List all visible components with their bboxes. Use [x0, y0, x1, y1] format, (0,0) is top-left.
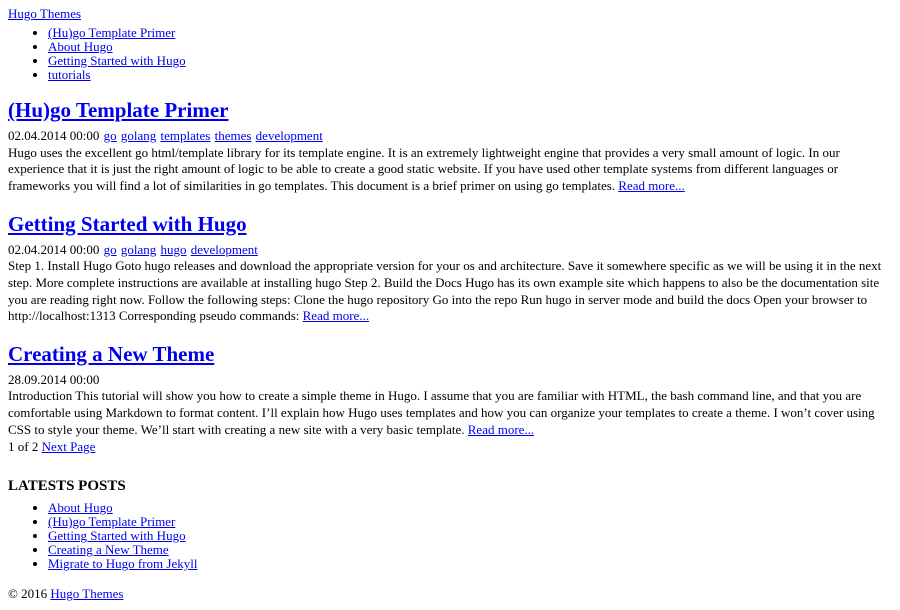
post-tag-templates[interactable]: templates — [160, 128, 211, 144]
read-more-link[interactable]: Read more... — [618, 177, 685, 193]
list-item — [48, 543, 892, 556]
nav-item — [48, 68, 892, 81]
nav-link-about-hugo[interactable]: About Hugo — [48, 39, 113, 54]
nav-link-tutorials[interactable]: tutorials — [48, 67, 91, 82]
post-tag-golang[interactable]: golang — [120, 128, 157, 144]
post-tag-hugo[interactable]: hugo — [160, 241, 187, 257]
list-item — [48, 515, 892, 528]
post-summary — [8, 388, 892, 438]
read-more-link[interactable]: Read more... — [302, 308, 370, 324]
latest-link-creating-a-new-theme[interactable]: Creating a New Theme — [48, 542, 169, 558]
pagination-status: 1 of 2 — [8, 439, 39, 455]
main-navigation — [8, 26, 892, 81]
post-summary — [8, 145, 892, 195]
post-item — [8, 99, 892, 195]
latest-link-about-hugo[interactable]: About Hugo — [48, 500, 113, 516]
post-title-link[interactable]: Getting Started with Hugo — [8, 211, 247, 236]
pagination — [8, 439, 892, 456]
read-more-link[interactable]: Read more... — [467, 421, 535, 437]
post-title — [8, 343, 892, 366]
post-date: 28.09.2014 00:00 — [8, 371, 100, 387]
list-item — [48, 501, 892, 514]
post-title-link[interactable]: (Hu)go Template Primer — [8, 98, 229, 122]
post-item — [8, 213, 892, 325]
post-date: 02.04.2014 00:00 — [8, 241, 100, 257]
post-tag-themes[interactable]: themes — [214, 128, 252, 144]
post-meta — [8, 128, 892, 144]
latest-link-getting-started-with-hugo[interactable]: Getting Started with Hugo — [48, 528, 186, 544]
latest-posts-heading: LATESTS POSTS — [8, 478, 126, 495]
list-item — [48, 557, 892, 570]
post-meta — [8, 242, 892, 258]
nav-link-getting-started-with-hugo[interactable]: Getting Started with Hugo — [48, 53, 186, 68]
latest-link-migrate-to-hugo-from-jekyll[interactable]: Migrate to Hugo from Jekyll — [48, 556, 198, 572]
post-title — [8, 99, 892, 122]
footer-link[interactable]: Hugo Themes — [50, 586, 124, 602]
post-summary-text: Introduction This tutorial will show you how to create a simple theme in Hugo. I assume that you are familiar with HTML, the bash command line, and that you are comfortable using Markdown to format content. I’ll explain how Hugo uses templates and how you can organize your templates to create a theme. I won’t cover using CSS to style your theme. We’ll start with creating a new site with a very basic template. — [8, 388, 875, 437]
post-summary-text: Step 1. Install Hugo Goto hugo releases and download the appropriate version for your os and architecture. Save it somewhere specific as we will be using it in the next step. More complete instructions are available at installing hugo Step 2. Build the Docs Hugo has its own example site which happens to also be the documentation site you are reading right now. Follow the following steps: Clone the hugo repository Go into the repo Run hugo in server mode and build the docs Open your browser to http://localhost:1313 Corresponding pseudo commands: — [8, 258, 882, 324]
post-summary-text: Hugo uses the excellent go html/template library for its template engine. It is an extremely lightweight engine that provides a very small amount of logic. In our experience that it is just the right amount of logic to be able to create a good static website. If you have used other template systems from different languages or frameworks you will find a lot of similarities in go templates. This document is a brief primer on using go templates. — [8, 144, 840, 193]
site-title — [8, 6, 892, 22]
latest-link-hugo-template-primer[interactable]: (Hu)go Template Primer — [48, 514, 176, 530]
list-item — [48, 529, 892, 542]
nav-item — [48, 40, 892, 53]
site-title-link[interactable]: Hugo Themes — [8, 6, 82, 21]
latest-posts-list — [8, 501, 892, 570]
nav-item — [48, 54, 892, 67]
post-meta — [8, 372, 892, 388]
footer-copyright: © 2016 — [8, 586, 48, 602]
post-tag-go[interactable]: go — [103, 241, 117, 257]
post-date: 02.04.2014 00:00 — [8, 128, 100, 144]
main-nav-list — [8, 26, 892, 81]
post-tag-go[interactable]: go — [103, 128, 117, 144]
post-item — [8, 343, 892, 439]
post-tag-development[interactable]: development — [190, 241, 258, 257]
post-summary — [8, 258, 892, 325]
nav-link-hugo-template-primer[interactable]: (Hu)go Template Primer — [48, 25, 176, 40]
post-title — [8, 213, 892, 236]
post-tag-development[interactable]: development — [255, 128, 323, 144]
post-title-link[interactable]: Creating a New Theme — [8, 341, 215, 366]
next-page-link[interactable]: Next Page — [41, 439, 96, 455]
nav-item — [48, 26, 892, 39]
post-tag-golang[interactable]: golang — [120, 241, 157, 257]
